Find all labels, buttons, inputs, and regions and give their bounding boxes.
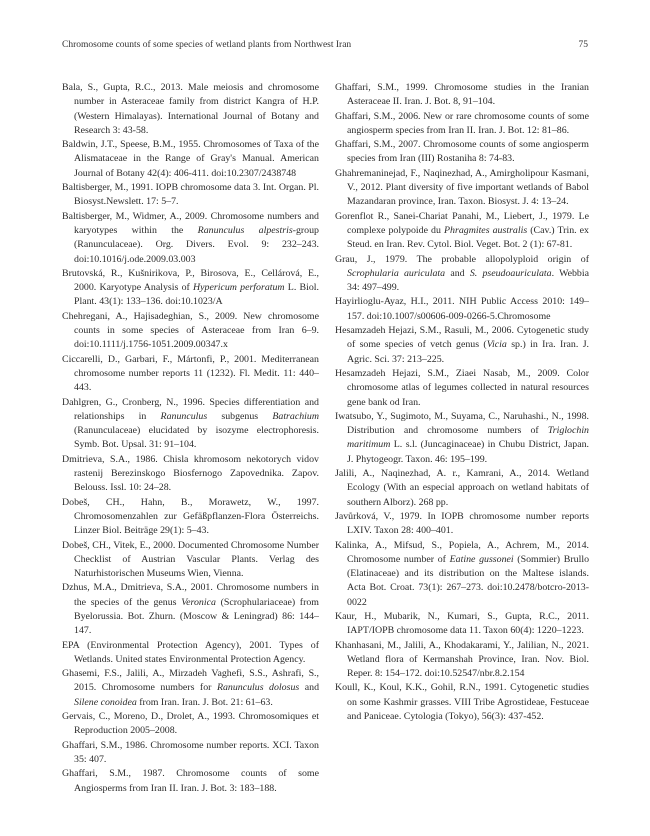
reference-entry: Ghaffari, S.M., 1986. Chromosome number reports. XCI. Taxon 35: 407. xyxy=(62,739,319,765)
reference-entry: Jalili, A., Naqinezhad, A. r., Kamrani, A., 2014. Wetland Ecology (With an especial approach on wetland habitats of southern Alborz). 268 pp. xyxy=(335,468,589,508)
reference-entry: Gorenflot R., Sanei-Chariat Panahi, M., Liebert, J., 1979. Le complexe polypoide du Phragmites australis (Cav.) Trin. ex Steud. en Iran. Rev. Cytol. Biol. Veget. Bot. 2 (1): 67-81. xyxy=(335,210,589,251)
reference-entry: Dzhus, M.A., Dmitrieva, S.A., 2001. Chromosome numbers in the species of the genus Veronica (Scrophulariaceae) from Byelorussia. Bot. Zhurn. (Moscow & Leningrad) 86: 144–147. xyxy=(62,582,319,637)
references-right-column xyxy=(335,81,589,724)
reference-entry: Kalinka, A., Mifsud, S., Popiela, A., Achrem, M., 2014. Chromosome number of Eatine gussonei (Sommier) Brullo (Elatinaceae) and its distribution on the Maltese islands. Acta Bot. Croat. 73(1): 267–273. doi:10.2478/botcro-2013-0022 xyxy=(335,539,589,608)
reference-entry: Ghasemi, F.S., Jalili, A., Mirzadeh Vaghefi, S.S., Ashrafi, S., 2015. Chromosome numbers for Ranunculus dolosus and Silene conoidea from Iran. Iran. J. Bot. 21: 61–63. xyxy=(62,668,320,708)
reference-entry: Ghaffari, S.M., 1999. Chromosome studies in the Iranian Asteraceae II. Iran. J. Bot. 8, 91–104. xyxy=(335,82,589,108)
reference-entry: Kaur, H., Mubarik, N., Kumari, S., Gupta, R.C., 2011. IAPT/IOPB chromosome data 11. Taxon 60(4): 1220–1223. xyxy=(335,610,589,637)
reference-entry: Hayirlioglu-Ayaz, H.I., 2011. NIH Public Access 2010: 149–157. doi:10.1007/s00606-009-0266-5.Chromosome xyxy=(335,296,589,322)
reference-entry: Dobeš, CH., Vitek, E., 2000. Documented Chromosome Number Checklist of Austrian Vascular Plants. Verlag des Naturhistorischen Museums Wien, Vienna. xyxy=(62,539,319,580)
reference-entry: Dobeš, CH., Hahn, B., Morawetz, W., 1997. Chromosomenzahlen zur Gefäßpflanzen-Flora Österreichs. Linzer Biol. Beiträge 29(1): 5–43. xyxy=(62,496,319,537)
reference-entry: Ghaffari, S.M., 2007. Chromosome counts of some angiosperm species from Iran (III) Rostaniha 8: 74-83. xyxy=(335,139,589,165)
reference-entry: Dmitrieva, S.A., 1986. Chisla khromosom nekotorych vidov rastenij Berezinskogo Biosfernogo Zapovednika. Zapov. Belouss. Issl. 10: 24–28. xyxy=(62,453,319,494)
reference-entry: Baldwin, J.T., Speese, B.M., 1955. Chromosomes of Taxa of the Alismataceae in the Range of Gray's Manual. American Journal of Botany 42(4): 406-411. doi:10.2307/2438748 xyxy=(62,139,319,179)
reference-entry: Ghaffari, S.M., 2006. New or rare chromosome counts of some angiosperm species from Iran II. Iran. J. Bot. 12: 81–86. xyxy=(335,110,589,136)
reference-entry: Baltisberger, M., Widmer, A., 2009. Chromosome numbers and karyotypes within the Ranunculus alpestris-group (Ranunculaceae). Org. Divers. Evol. 9: 232–243. doi:10.1016/j.ode.2009.03.003 xyxy=(62,210,319,265)
reference-entry: Ghahremaninejad, F., Naqinezhad, A., Amirgholipour Kasmani, V., 2012. Plant diversity of five important wetlands of Babol Mazandaran province, Iran. Taxon. Biosyst. J. 4: 13–24. xyxy=(335,167,589,208)
references-left-column xyxy=(62,81,319,796)
reference-entry: EPA (Environmental Protection Agency), 2001. Types of Wetlands. United states Environmental Protection Agency. xyxy=(62,639,319,665)
reference-entry: Dahlgren, G., Cronberg, N., 1996. Species differentiation and relationships in Ranunculus subgenus Batrachium (Ranunculaceae) elucidated by isozyme electrophoresis. Symb. Bot. Upsal. 31: 91–104. xyxy=(62,396,319,451)
reference-entry: Grau, J., 1979. The probable allopolyploid origin of Scrophularia auriculata and S. pseudoauriculata. Webbia 34: 497–499. xyxy=(335,253,589,294)
reference-entry: Hesamzadeh Hejazi, S.M., Ziaei Nasab, M., 2009. Color chromosome atlas of legumes collected in natural resources gene bank od Iran. xyxy=(335,367,589,408)
reference-entry: Khanhasani, M., Jalili, A., Khodakarami, Y., Jalilian, N., 2021. Wetland flora of Kermanshah Province, Iran. Nov. Biol. Reper. 8: 154–172. doi:10.52547/nbr.8.2.154 xyxy=(335,639,589,680)
running-header xyxy=(62,40,588,54)
page-number: 75 xyxy=(578,40,588,50)
reference-entry: Ghaffari, S.M., 1987. Chromosome counts of some Angiosperms from Iran II. Iran. J. Bot. 3: 183–188. xyxy=(62,768,319,794)
reference-entry: Baltisberger, M., 1991. IOPB chromosome data 3. Int. Organ. Pl. Biosyst.Newslett. 17: 5–7. xyxy=(62,182,319,208)
reference-entry: Bala, S., Gupta, R.C., 2013. Male meiosis and chromosome number in Asteraceae family from district Kangra of H.P. (Western Himalayas). International Journal of Botany and Research 3: 43-58. xyxy=(62,82,319,136)
reference-entry: Chehregani, A., Hajisadeghian, S., 2009. New chromosome counts in some species of Asteraceae from Iran 6–9. doi:10.1111/j.1756-1051.2009.00347.x xyxy=(62,310,319,351)
reference-entry: Hesamzadeh Hejazi, S.M., Rasuli, M., 2006. Cytogenetic study of some species of vetch genus (Vicia sp.) in Ira. Iran. J. Agric. Sci. 37: 213–225. xyxy=(335,325,590,365)
reference-entry: Ciccarelli, D., Garbari, F., Mártonfi, P., 2001. Mediterranean chromosome number reports 11 (1232). Fl. Medit. 11: 440–443. xyxy=(62,353,319,394)
running-title: Chromosome counts of some species of wetland plants from Northwest Iran xyxy=(62,40,352,50)
reference-entry: Gervais, C., Moreno, D., Drolet, A., 1993. Chromosomiques et Reproduction 2005–2008. xyxy=(62,711,319,737)
reference-entry: Koull, K., Koul, K.K., Gohil, R.N., 1991. Cytogenetic studies on some Kashmir grasses. VIII Tribe Agrostideae, Festuceae and Paniceae. Cytologia (Tokyo), 56(3): 437-452. xyxy=(335,682,589,723)
reference-entry: Javůrková, V., 1979. In IOPB chromosome number reports LXIV. Taxon 28: 400–401. xyxy=(335,510,589,537)
reference-entry: Brutovská, R., Kušnirikova, P., Birosova, E., Cellárová, E., 2000. Karyotype Analysis of Hypericum perforatum L. Biol. Plant. 43(1): 133–136. doi:10.1023/A xyxy=(62,267,320,308)
reference-entry: Iwatsubo, Y., Sugimoto, M., Suyama, C., Naruhashi., N., 1998. Distribution and chromosome numbers of Triglochin maritimum L. s.l. (Juncaginaceae) in Chubu District, Japan. J. Phytogeogr. Taxon. 46: 195–199. xyxy=(335,410,589,465)
